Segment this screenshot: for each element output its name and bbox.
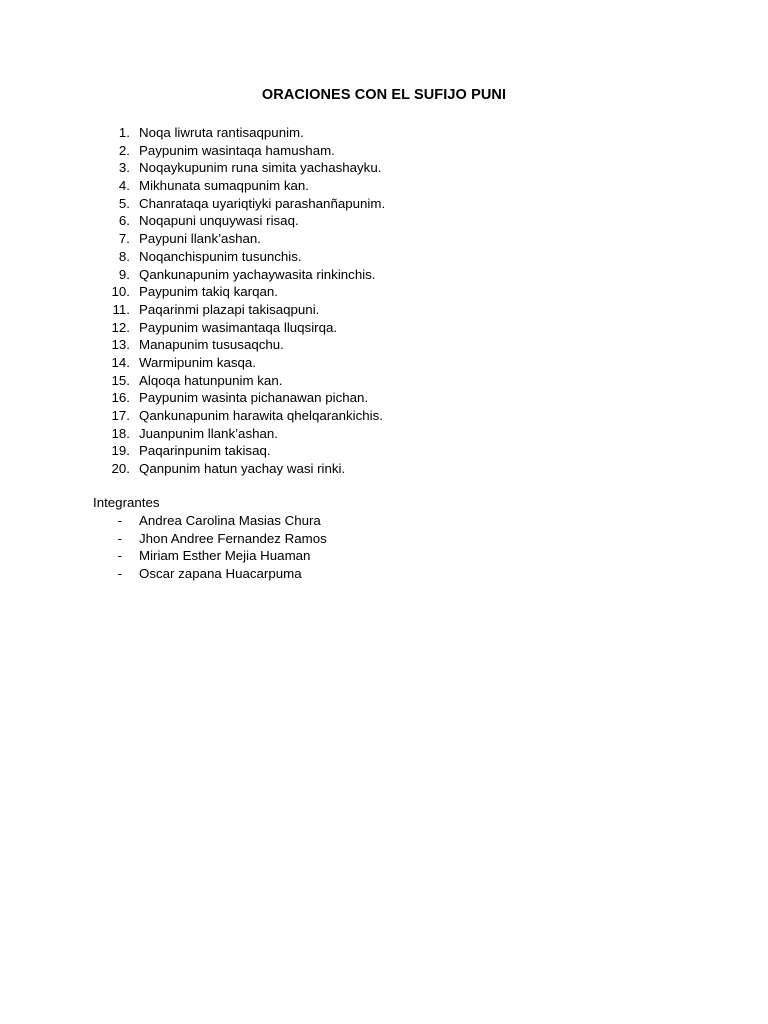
item-number: 6.	[118, 213, 130, 229]
list-item	[100, 425, 278, 443]
item-number: 4.	[118, 178, 130, 194]
item-number: 11.	[112, 301, 130, 317]
members-heading: Integrantes	[93, 495, 160, 510]
member-item	[100, 512, 321, 530]
list-item	[100, 336, 284, 354]
item-text: Qankunapunim yachaywasita rinkinchis.	[139, 266, 376, 282]
list-item	[100, 212, 299, 230]
item-text: Paypunim wasimantaqa lluqsirqa.	[139, 319, 338, 335]
item-number: 14.	[111, 354, 130, 370]
member-item	[100, 530, 327, 548]
list-item	[100, 460, 346, 478]
item-text: Paypunim wasintaqa hamusham.	[139, 142, 335, 158]
list-item	[100, 266, 376, 284]
member-item	[100, 565, 302, 583]
member-item	[100, 547, 311, 565]
item-number: 2.	[118, 142, 130, 158]
list-item	[100, 177, 309, 195]
bullet-dash: -	[117, 548, 122, 564]
bullet-dash: -	[117, 513, 122, 528]
item-number: 16.	[111, 390, 130, 406]
item-text: Chanrataqa uyariqtiyki parashanñapunim.	[139, 195, 386, 211]
item-text: Manapunim tususaqchu.	[139, 337, 284, 353]
item-text: Noqa liwruta rantisaqpunim.	[139, 125, 304, 140]
item-text: Mikhunata sumaqpunim kan.	[139, 178, 309, 194]
document-title: ORACIONES CON EL SUFIJO PUNI	[261, 87, 507, 103]
list-item	[100, 248, 302, 266]
item-text: Qanpunim hatun yachay wasi rinki.	[139, 461, 346, 477]
list-item	[100, 230, 261, 248]
bullet-dash: -	[117, 566, 122, 582]
item-number: 18.	[111, 425, 130, 441]
item-number: 17.	[111, 408, 130, 423]
item-text: Paypunim wasinta pichanawan pichan.	[139, 390, 369, 406]
list-item	[100, 389, 369, 407]
item-number: 13.	[111, 337, 130, 353]
item-text: Paqarinmi plazapi takisaqpuni.	[139, 301, 320, 317]
item-text: Paypuni llank’ashan.	[139, 231, 261, 247]
item-text: Noqapuni unquywasi risaq.	[139, 213, 299, 229]
item-number: 10.	[111, 284, 130, 300]
list-item	[100, 159, 382, 177]
item-number: 19.	[111, 443, 130, 459]
item-text: Juanpunim llank’ashan.	[139, 425, 278, 441]
item-text: Alqoqa hatunpunim kan.	[139, 372, 283, 388]
list-item	[100, 301, 320, 319]
list-item	[100, 195, 386, 213]
item-number: 15.	[111, 372, 130, 388]
item-number: 3.	[118, 160, 130, 176]
list-item	[100, 354, 256, 372]
item-text: Warmipunim kasqa.	[139, 354, 256, 370]
item-number: 1.	[118, 125, 130, 140]
list-item	[100, 283, 278, 301]
item-number: 8.	[118, 248, 130, 264]
item-text: Paypunim takiq karqan.	[139, 284, 278, 300]
item-number: 5.	[118, 195, 130, 211]
item-number: 20.	[111, 461, 130, 477]
item-text: Noqaykupunim runa simita yachashayku.	[139, 160, 382, 176]
member-name: Jhon Andree Fernandez Ramos	[139, 530, 327, 546]
list-item	[100, 372, 283, 390]
sentence-list	[100, 124, 386, 478]
item-text: Qankunapunim harawita qhelqarankichis.	[139, 408, 383, 423]
item-number: 12.	[111, 319, 130, 335]
item-number: 9.	[118, 266, 130, 282]
item-number: 7.	[118, 231, 130, 247]
list-item	[100, 442, 271, 460]
member-name: Oscar zapana Huacarpuma	[139, 566, 302, 582]
list-item	[100, 124, 304, 142]
member-name: Andrea Carolina Masias Chura	[139, 513, 321, 528]
bullet-dash: -	[117, 530, 122, 546]
list-item	[100, 142, 335, 160]
member-name: Miriam Esther Mejia Huaman	[139, 548, 311, 564]
list-item	[100, 319, 338, 337]
item-text: Noqanchispunim tusunchis.	[139, 248, 302, 264]
item-text: Paqarinpunim takisaq.	[139, 443, 271, 459]
list-item	[100, 407, 383, 425]
members-list	[100, 512, 327, 583]
